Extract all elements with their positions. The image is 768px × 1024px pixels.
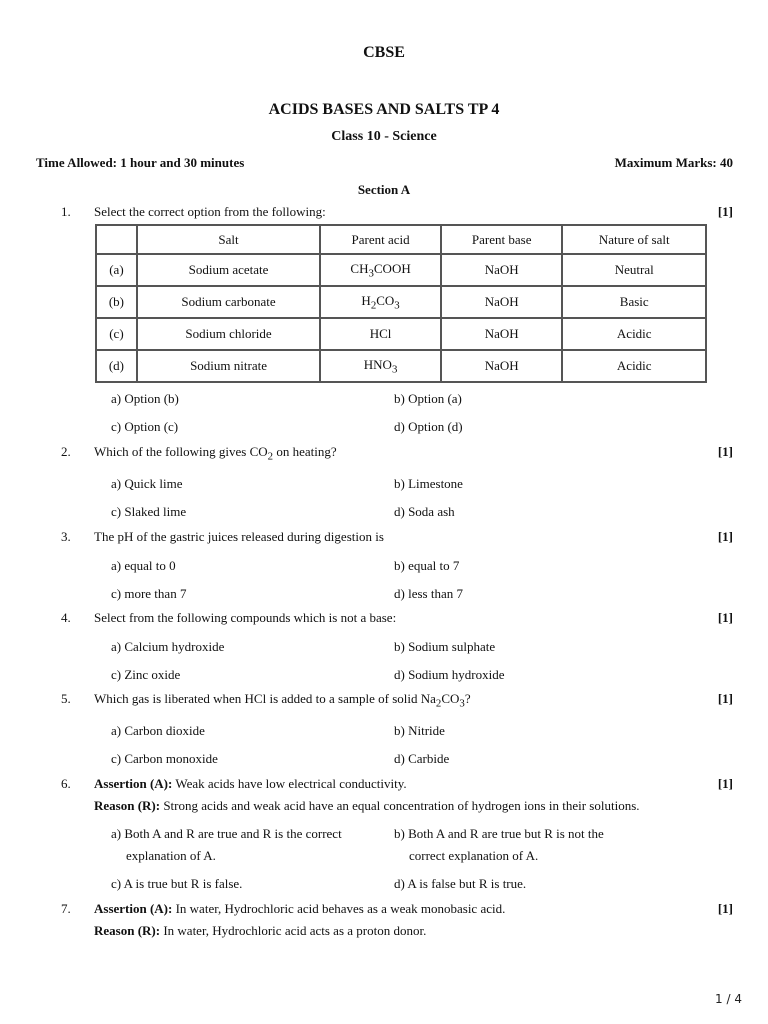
formula-part: CO — [376, 292, 395, 308]
nature-of-salt: Acidic — [562, 350, 706, 382]
assertion-text — [94, 901, 505, 917]
option-b[interactable]: b) equal to 7 — [394, 558, 460, 573]
question-marks: [1] — [717, 776, 733, 791]
formula-subscript: 3 — [394, 299, 400, 312]
formula-subscript: 3 — [391, 363, 398, 376]
option-b[interactable]: b) Nitride — [394, 723, 445, 738]
question-marks: [1] — [717, 529, 733, 544]
assertion-label: Assertion (A): — [94, 776, 173, 791]
text-part: Which of the following gives CO — [94, 444, 268, 459]
question-text: The pH of the gastric juices released during digestion is — [94, 529, 384, 544]
table-row — [96, 318, 706, 350]
option-c[interactable]: c) more than 7 — [111, 586, 187, 601]
table-header-cell: Nature of salt — [562, 225, 706, 254]
option-d[interactable]: d) Option (d) — [394, 419, 463, 434]
table-header-cell: Parent acid — [320, 225, 441, 254]
table-row — [96, 350, 706, 382]
maximum-marks: Maximum Marks: 40 — [614, 155, 733, 170]
question-marks: [1] — [717, 691, 733, 706]
question-number: 7. — [61, 901, 71, 916]
reason-label: Reason (R): — [94, 923, 161, 938]
parent-acid: HCl — [320, 318, 441, 350]
salt-table — [95, 224, 707, 383]
option-d[interactable]: d) Soda ash — [394, 504, 455, 519]
question-marks: [1] — [717, 444, 733, 459]
text-part: Which gas is liberated when HCl is added to a sample of solid Na — [94, 691, 436, 706]
option-a[interactable] — [111, 823, 381, 867]
paper-title: ACIDS BASES AND SALTS TP 4 — [268, 101, 500, 118]
salt-name: Sodium acetate — [137, 254, 320, 286]
option-a[interactable]: a) Carbon dioxide — [111, 723, 205, 738]
question-number: 4. — [61, 610, 71, 625]
row-label: (c) — [96, 318, 137, 350]
formula-part: H — [361, 292, 371, 308]
option-c[interactable]: c) A is true but R is false. — [111, 876, 243, 891]
paper-subtitle: Class 10 - Science — [331, 129, 437, 144]
question-number: 3. — [61, 529, 71, 544]
option-a[interactable]: a) equal to 0 — [111, 558, 176, 573]
parent-base: NaOH — [441, 350, 563, 382]
question-marks: [1] — [717, 204, 733, 219]
formula-subscript: 3 — [368, 267, 374, 280]
text-part: ? — [464, 691, 471, 706]
table-row — [96, 254, 706, 286]
formula-subscript: 2 — [435, 697, 442, 710]
reason-text — [94, 923, 426, 939]
formula-part: CH — [350, 260, 369, 276]
assertion-text — [94, 776, 407, 792]
assertion-body: In water, Hydrochloric acid behaves as a weak monobasic acid. — [172, 901, 506, 916]
parent-base: NaOH — [441, 318, 563, 350]
option-line: correct explanation of A. — [409, 848, 539, 863]
option-b[interactable]: b) Sodium sulphate — [394, 639, 496, 654]
salt-name: Sodium chloride — [137, 318, 320, 350]
option-c[interactable]: c) Slaked lime — [111, 504, 187, 519]
question-marks: [1] — [717, 901, 733, 916]
option-b[interactable] — [394, 823, 664, 867]
option-b[interactable]: b) Option (a) — [394, 391, 462, 406]
row-label: (d) — [96, 350, 137, 382]
section-heading: Section A — [357, 182, 411, 197]
table-row — [96, 286, 706, 318]
option-line: explanation of A. — [126, 848, 216, 863]
option-line: a) Both A and R are true and R is the correct — [111, 826, 342, 841]
option-d[interactable]: d) A is false but R is true. — [394, 876, 527, 891]
question-number: 6. — [61, 776, 71, 791]
parent-base: NaOH — [441, 286, 563, 318]
board-name: CBSE — [363, 44, 405, 61]
table-header-row — [96, 225, 706, 254]
formula-subscript: 2 — [370, 299, 377, 312]
question-marks: [1] — [717, 610, 733, 625]
assertion-label: Assertion (A): — [94, 901, 173, 916]
parent-base: NaOH — [441, 254, 563, 286]
formula-subscript: 3 — [459, 697, 465, 710]
option-c[interactable]: c) Zinc oxide — [111, 667, 181, 682]
table-header-cell: Salt — [137, 225, 320, 254]
reason-text — [94, 798, 640, 814]
question-number: 5. — [61, 691, 71, 706]
row-label: (a) — [96, 254, 137, 286]
text-part: on heating? — [273, 444, 337, 459]
nature-of-salt: Acidic — [562, 318, 706, 350]
page-number: 1 / 4 — [715, 992, 742, 1006]
question-text: Select from the following compounds which is not a base: — [94, 610, 397, 625]
salt-name: Sodium nitrate — [137, 350, 320, 382]
option-c[interactable]: c) Carbon monoxide — [111, 751, 218, 766]
option-b[interactable]: b) Limestone — [394, 476, 463, 491]
nature-of-salt: Basic — [562, 286, 706, 318]
row-label: (b) — [96, 286, 137, 318]
table-header-cell — [96, 225, 137, 254]
option-a[interactable]: a) Calcium hydroxide — [111, 639, 225, 654]
option-a[interactable]: a) Quick lime — [111, 476, 183, 491]
parent-acid — [320, 350, 441, 382]
nature-of-salt: Neutral — [562, 254, 706, 286]
option-d[interactable]: d) Carbide — [394, 751, 450, 766]
formula-part: HNO — [363, 356, 392, 372]
question-number: 1. — [61, 204, 71, 219]
text-part: CO — [441, 691, 460, 706]
reason-label: Reason (R): — [94, 798, 161, 813]
question-text — [94, 444, 337, 463]
option-d[interactable]: d) Sodium hydroxide — [394, 667, 505, 682]
salt-name: Sodium carbonate — [137, 286, 320, 318]
option-line: b) Both A and R are true but R is not the — [394, 826, 604, 841]
parent-acid — [320, 286, 441, 318]
assertion-body: Weak acids have low electrical conductivity. — [172, 776, 407, 791]
question-text: Select the correct option from the following: — [94, 204, 326, 219]
reason-body: Strong acids and weak acid have an equal concentration of hydrogen ions in their solutions. — [160, 798, 640, 813]
question-text — [94, 691, 471, 710]
option-a[interactable]: a) Option (b) — [111, 391, 179, 406]
formula-subscript: 2 — [267, 450, 274, 463]
option-d[interactable]: d) less than 7 — [394, 586, 463, 601]
formula-part: COOH — [373, 260, 411, 276]
reason-body: In water, Hydrochloric acid acts as a proton donor. — [160, 923, 427, 938]
table-header-cell: Parent base — [441, 225, 563, 254]
question-number: 2. — [61, 444, 71, 459]
time-allowed: Time Allowed: 1 hour and 30 minutes — [36, 155, 245, 170]
option-c[interactable]: c) Option (c) — [111, 419, 179, 434]
parent-acid — [320, 254, 441, 286]
